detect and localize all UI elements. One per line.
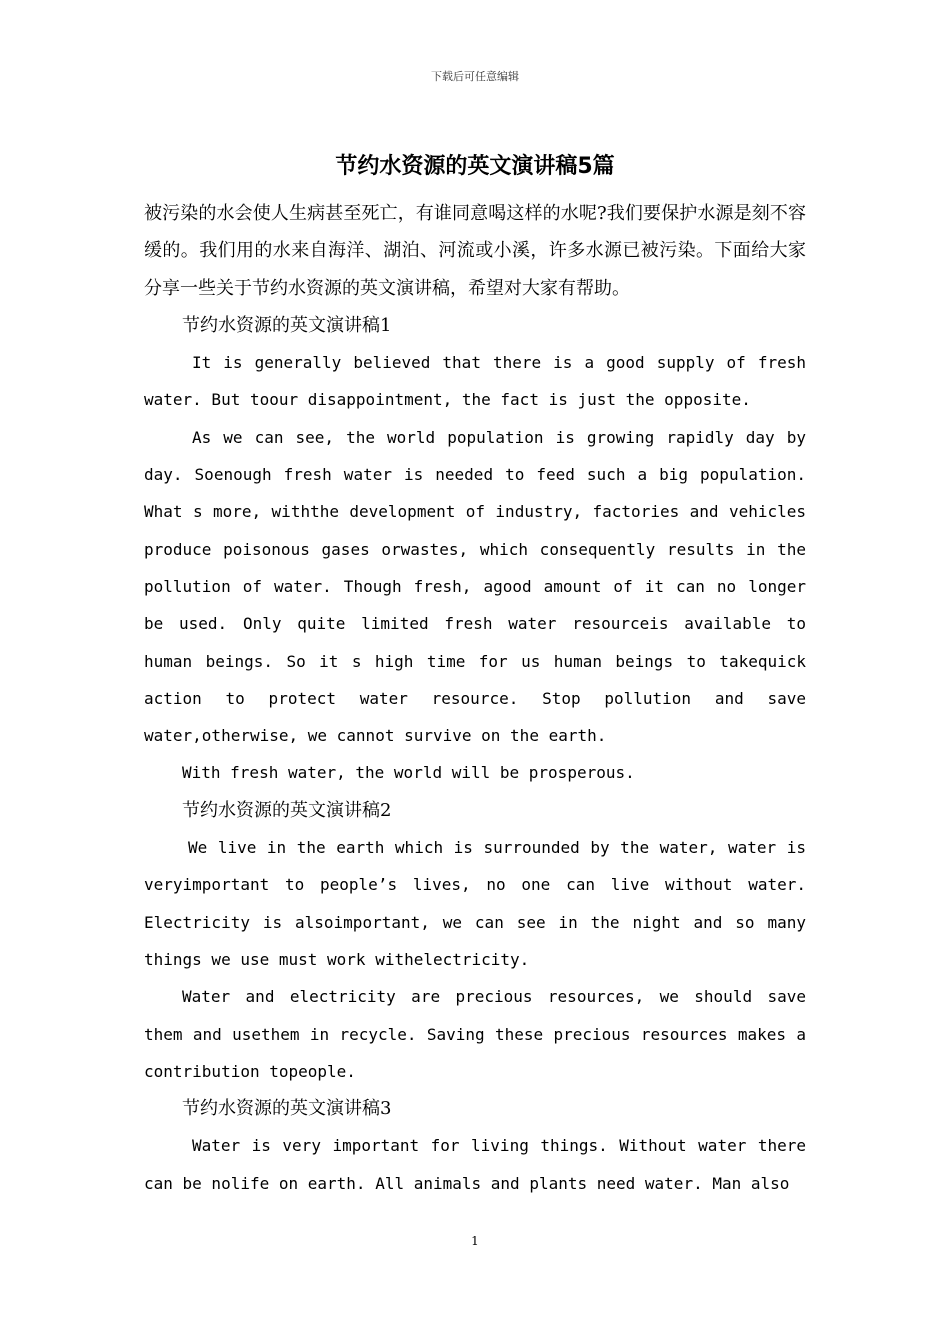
document-body	[144, 195, 806, 1202]
intro-paragraph: 被污染的水会使人生病甚至死亡，有谁同意喝这样的水呢?我们要保护水源是刻不容缓的。我们用的水来自海洋、湖泊、河流或小溪，许多水源已被污染。下面给大家分享一些关于节约水资源的英文演讲稿，希望对大家有帮助。	[144, 203, 806, 299]
section-1-heading: 节约水资源的英文演讲稿1	[182, 314, 392, 336]
section-3-paragraph-1: Water is very important for living things. Without water there can be nolife on earth. All animals and plants need water. Man also	[144, 1136, 806, 1193]
section-2-heading: 节约水资源的英文演讲稿2	[182, 799, 392, 821]
section-3-heading: 节约水资源的英文演讲稿3	[182, 1098, 392, 1120]
page-number: 1	[471, 1234, 479, 1248]
section-1-paragraph-1: It is generally believed that there is a good supply of fresh water. But toour disappointment, the fact is just the opposite.	[144, 353, 806, 410]
section-1-paragraph-3: With fresh water, the world will be prosperous.	[182, 763, 635, 783]
document-title: 节约水资源的英文演讲稿5篇	[335, 154, 615, 179]
section-1-paragraph-2: As we can see, the world population is growing rapidly day by day. Soenough fresh water is needed to feed such a big population. What s more, withthe development of industry, factories and vehicles produce poisonous gases orwastes, which consequently results in the pollution of water. Though fresh, agood amount of it can no longer be used. Only quite limited fresh water resourceis available to human beings. So it s high time for us human beings to takequick action to protect water resource. Stop pollution and save water,otherwise, we cannot survive on the earth.	[144, 427, 806, 746]
section-2-paragraph-2: Water and electricity are precious resources, we should save them and usethem in recycle. Saving these precious resources makes a contribution topeople.	[144, 987, 806, 1081]
page-header-note: 下载后可任意编辑	[431, 70, 519, 83]
section-2-paragraph-1: We live in the earth which is surrounded by the water, water is veryimportant to people’s lives, no one can live without water. Electricity is alsoimportant, we can see in the night and so many things we use must work withelectricity.	[144, 838, 806, 969]
